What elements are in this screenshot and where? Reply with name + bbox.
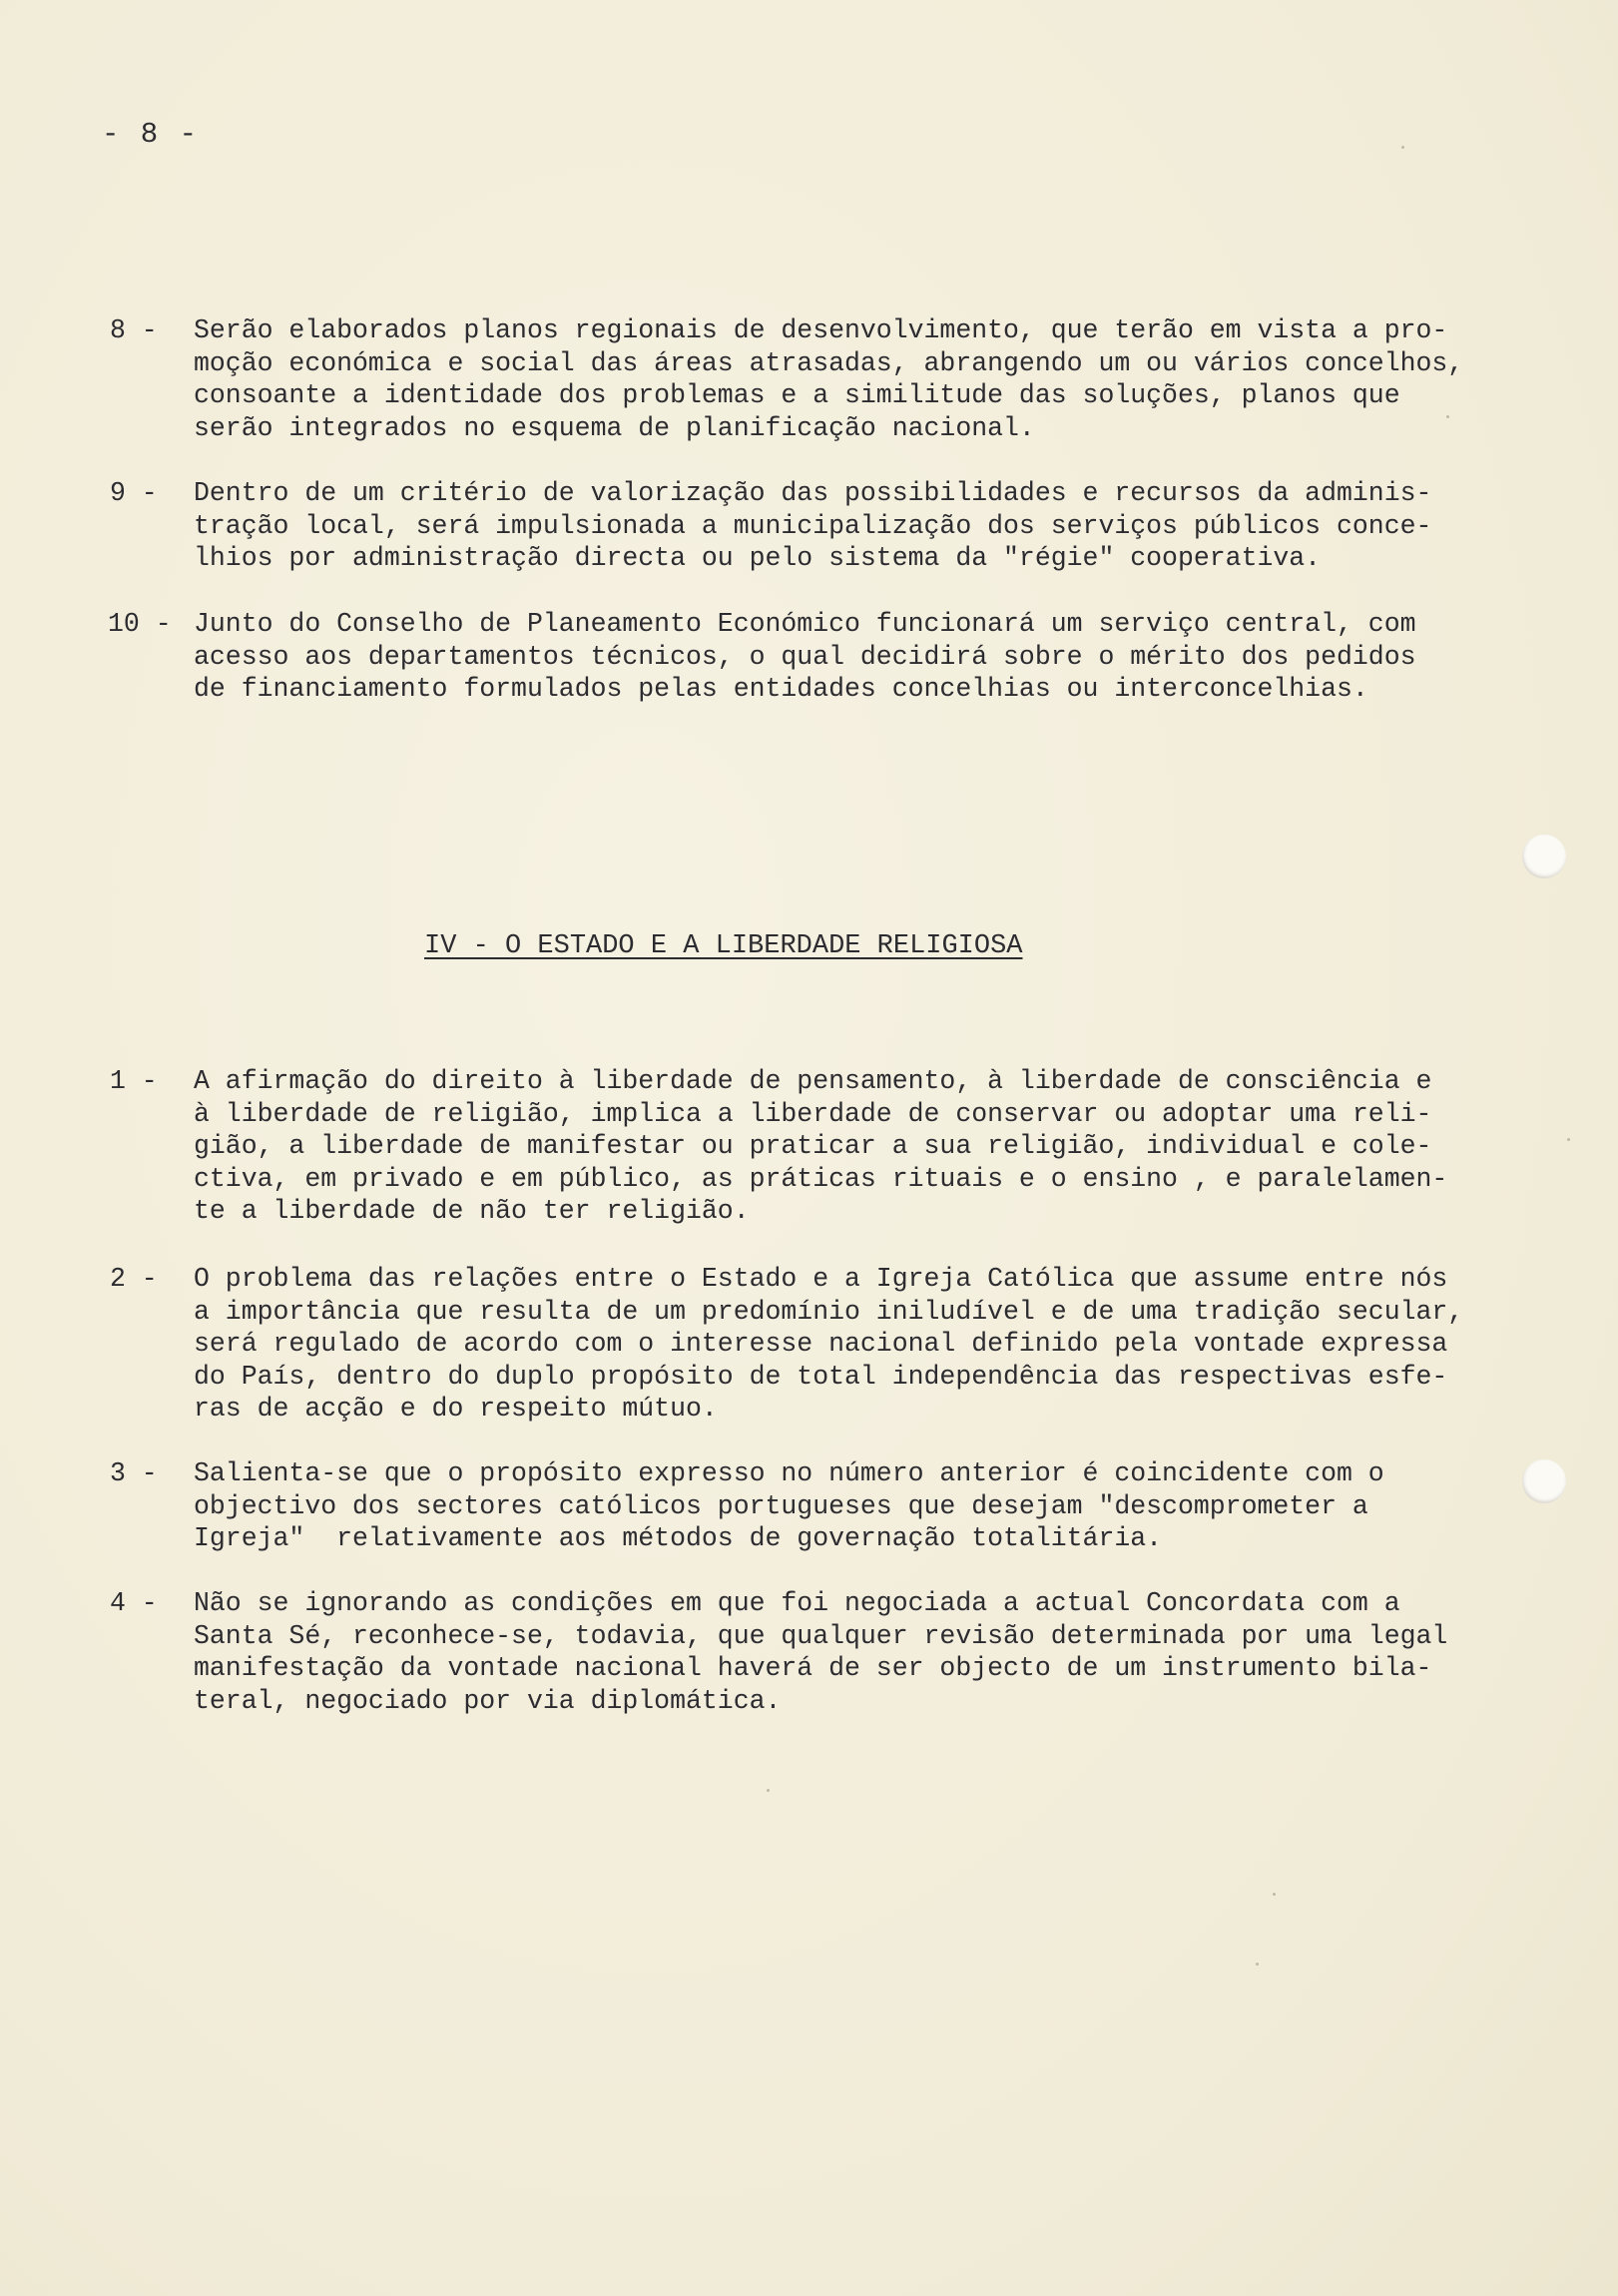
item-line: Salienta-se que o propósito expresso no número anterior é coincidente com o bbox=[194, 1458, 1384, 1488]
paper-speck bbox=[767, 1789, 770, 1792]
item-line: O problema das relações entre o Estado e a Igreja Católica que assume entre nós bbox=[194, 1264, 1448, 1294]
item-line: à liberdade de religião, implica a liberdade de conservar ou adoptar uma reli- bbox=[194, 1098, 1432, 1129]
item-number: 9 - bbox=[110, 478, 158, 508]
punch-hole bbox=[1522, 1459, 1566, 1503]
item-line: consoante a identidade dos problemas e a similitude das soluções, planos que bbox=[194, 380, 1400, 410]
item-number: 4 - bbox=[110, 1588, 158, 1618]
item-line: acesso aos departamentos técnicos, o qual decidirá sobre o mérito dos pedidos bbox=[194, 641, 1416, 672]
item-line: Igreja" relativamente aos métodos de governação totalitária. bbox=[194, 1523, 1163, 1553]
list-item-8 bbox=[110, 314, 1464, 444]
item-line: do País, dentro do duplo propósito de total independência das respectivas esfe- bbox=[194, 1361, 1448, 1392]
paper-speck bbox=[1446, 415, 1449, 418]
item-line: de financiamento formulados pelas entidades concelhias ou interconcelhias. bbox=[194, 674, 1368, 704]
item-line: lhios por administração directa ou pelo sistema da "régie" cooperativa. bbox=[194, 543, 1322, 573]
item-line: gião, a liberdade de manifestar ou praticar a sua religião, individual e cole- bbox=[194, 1131, 1432, 1161]
section-heading: IV - O ESTADO E A LIBERDADE RELIGIOSA bbox=[424, 931, 1023, 961]
item-line: será regulado de acordo com o interesse nacional definido pela vontade expressa bbox=[194, 1329, 1448, 1359]
item-line: tração local, será impulsionada a municipalização dos serviços públicos conce- bbox=[194, 510, 1432, 541]
item-number: 1 - bbox=[110, 1066, 158, 1096]
paper-speck bbox=[1401, 146, 1404, 149]
item-line: ras de acção e do respeito mútuo. bbox=[194, 1394, 718, 1424]
punch-hole bbox=[1522, 835, 1566, 878]
paper-speck bbox=[1256, 1963, 1259, 1966]
page-number: - 8 - bbox=[102, 118, 200, 151]
paper-speck bbox=[1273, 1893, 1276, 1896]
list-item-10 bbox=[110, 608, 1447, 706]
item-line: serão integrados no esquema de planificação nacional. bbox=[194, 412, 1035, 443]
item-line: ctiva, em privado e em público, as práticas rituais e o ensino , e paralelamen- bbox=[194, 1163, 1448, 1194]
item-number: 10 - bbox=[108, 609, 172, 639]
list-item-1 bbox=[110, 1065, 1447, 1228]
item-number: 8 - bbox=[110, 315, 158, 345]
item-line: manifestação da vontade nacional haverá de ser objecto de um instrumento bila- bbox=[194, 1653, 1432, 1683]
item-line: Não se ignorando as condições em que foi negociada a actual Concordata com a bbox=[194, 1588, 1400, 1618]
item-number: 3 - bbox=[110, 1458, 158, 1488]
list-item-4 bbox=[110, 1587, 1447, 1717]
list-item-9 bbox=[110, 477, 1447, 575]
item-line: Junto do Conselho de Planeamento Económico funcionará um serviço central, com bbox=[194, 609, 1416, 639]
paper-speck bbox=[1567, 1138, 1570, 1141]
item-line: Dentro de um critério de valorização das possibilidades e recursos da adminis- bbox=[194, 478, 1432, 508]
item-line: objectivo dos sectores católicos portugueses que desejam "descomprometer a bbox=[194, 1490, 1368, 1521]
list-item-2 bbox=[110, 1263, 1464, 1426]
item-number: 2 - bbox=[110, 1264, 158, 1294]
list-item-3 bbox=[110, 1457, 1447, 1555]
item-line: Serão elaborados planos regionais de desenvolvimento, que terão em vista a pro- bbox=[194, 315, 1448, 345]
item-line: te a liberdade de não ter religião. bbox=[194, 1196, 750, 1226]
item-line: Santa Sé, reconhece-se, todavia, que qualquer revisão determinada por uma legal bbox=[194, 1620, 1448, 1651]
item-line: moção económica e social das áreas atrasadas, abrangendo um ou vários concelhos, bbox=[194, 347, 1464, 378]
item-line: a importância que resulta de um predomínio iniludível e de uma tradição secular, bbox=[194, 1296, 1464, 1327]
item-line: teral, negociado por via diplomática. bbox=[194, 1685, 782, 1716]
item-line: A afirmação do direito à liberdade de pensamento, à liberdade de consciência e bbox=[194, 1066, 1432, 1096]
